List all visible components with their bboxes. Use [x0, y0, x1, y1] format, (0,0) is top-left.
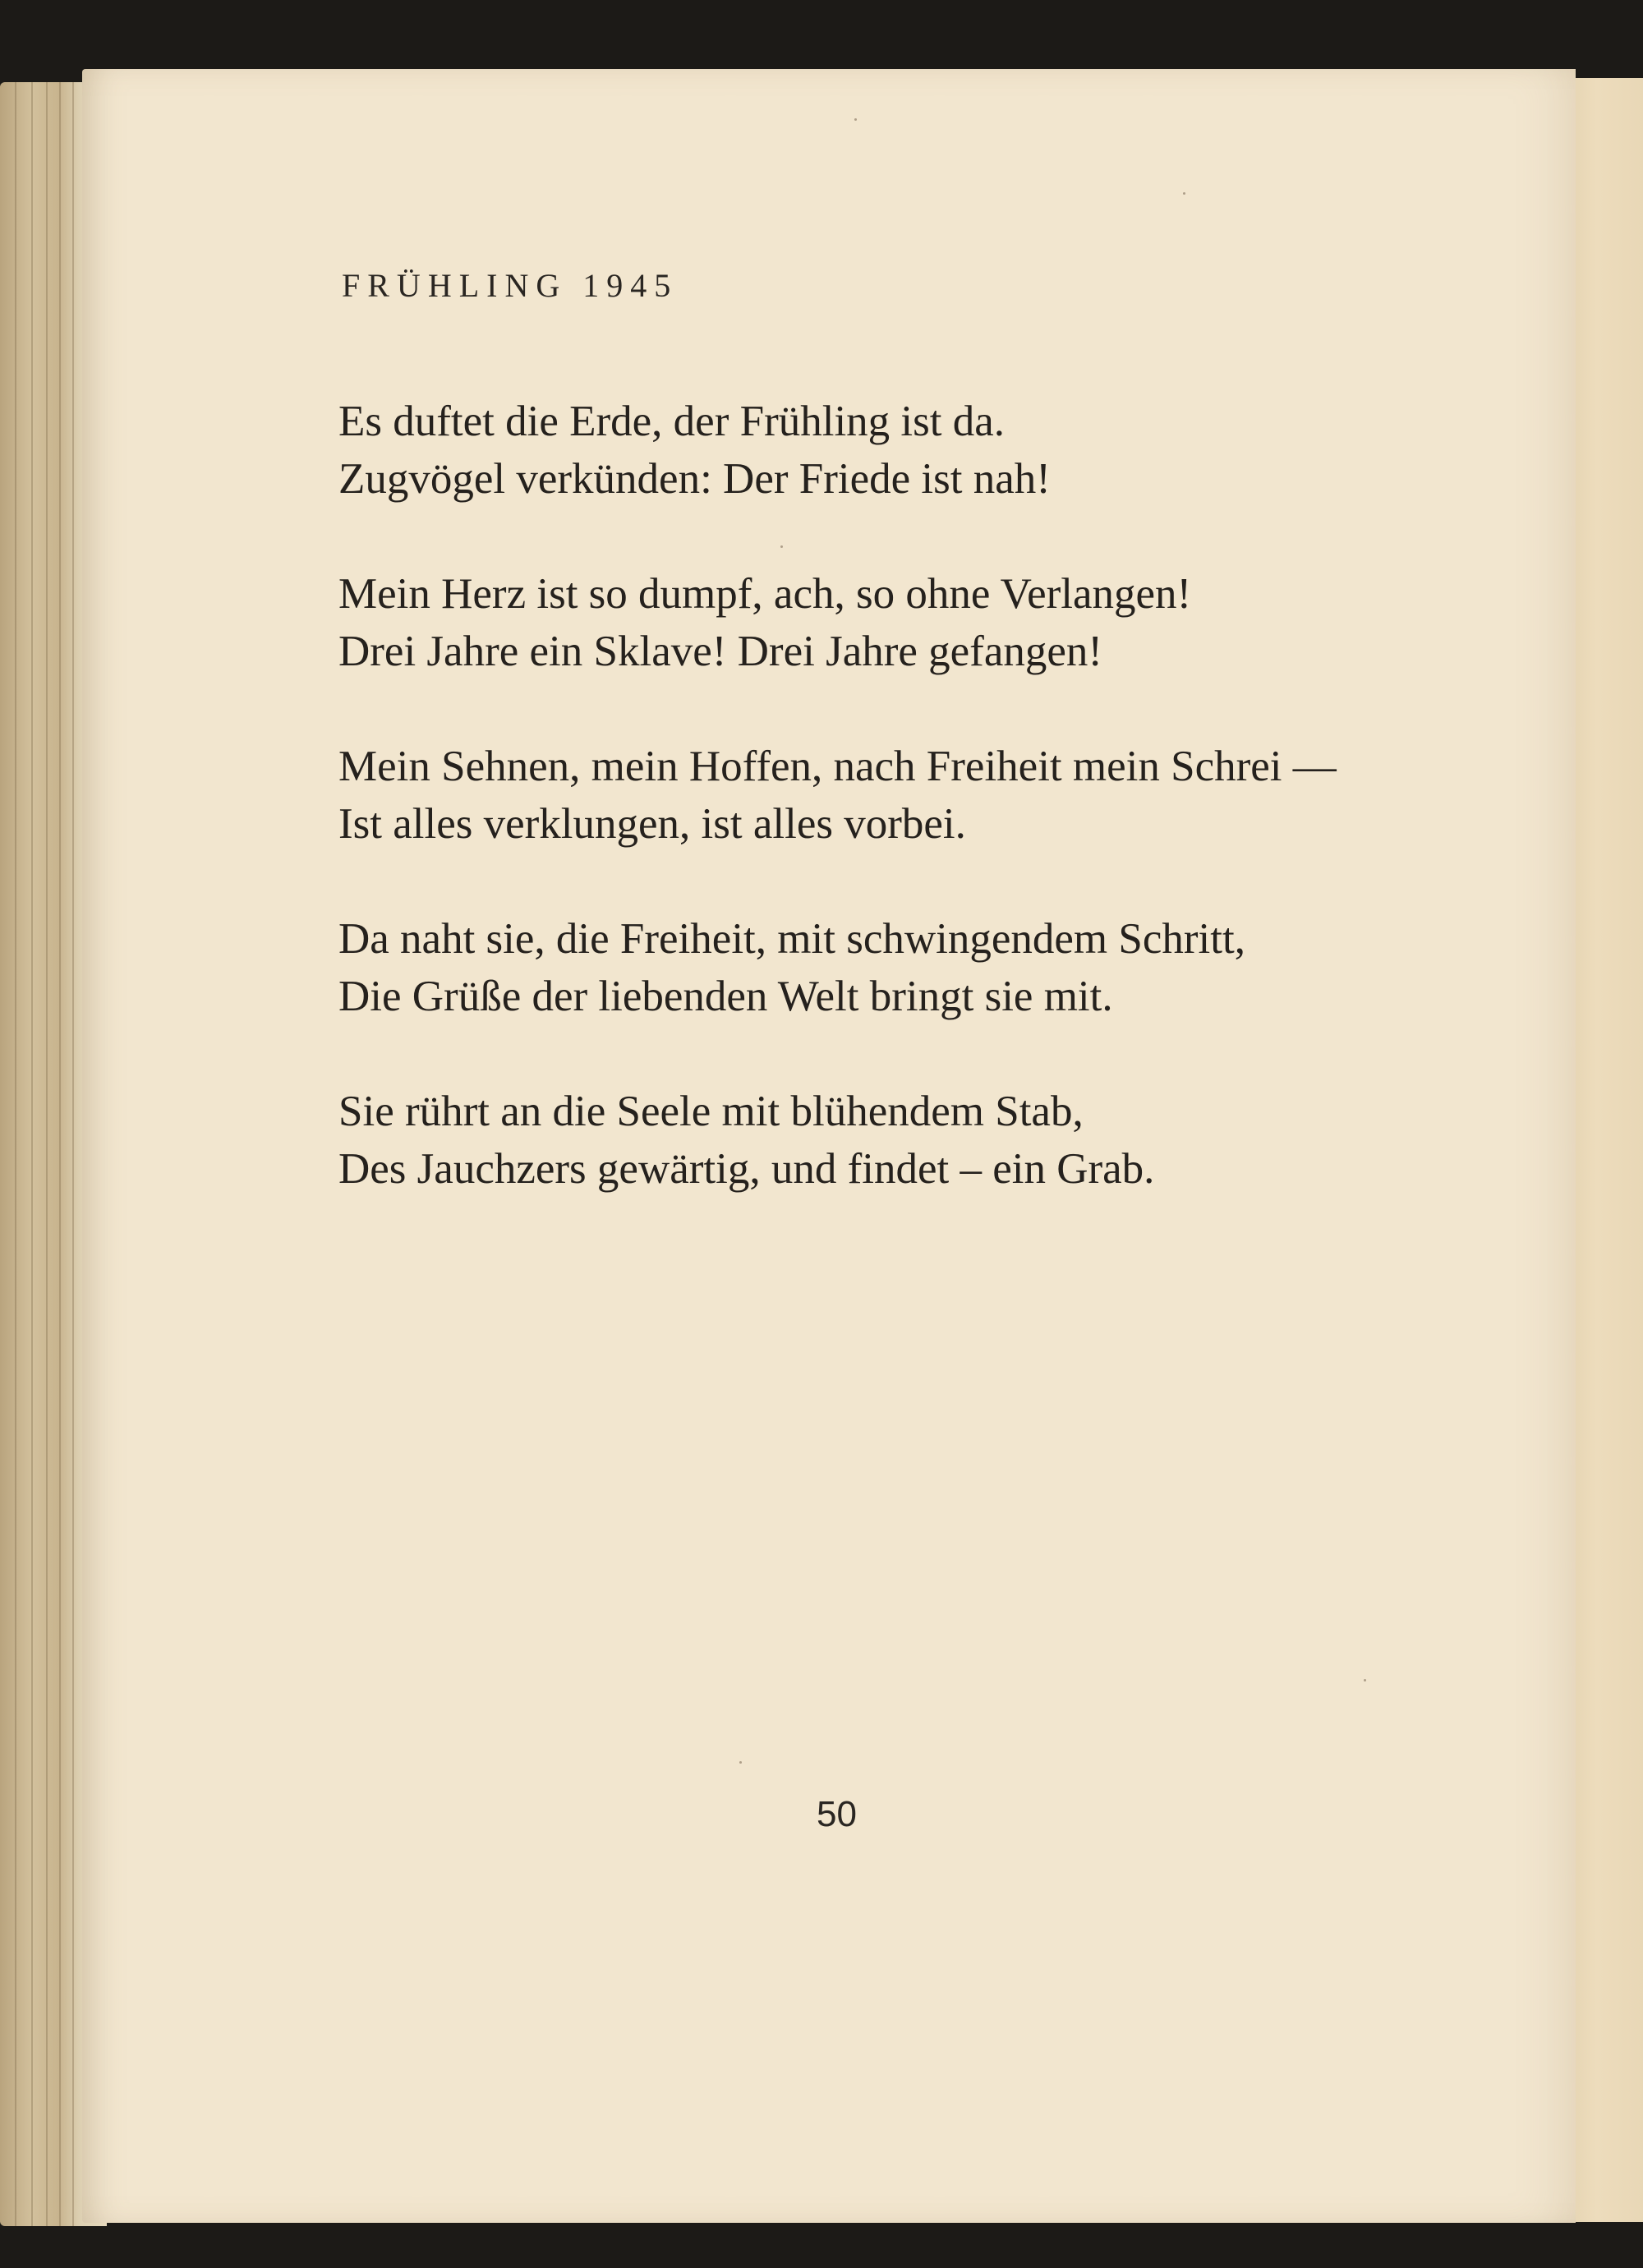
poem-line: Drei Jahre ein Sklave! Drei Jahre gefangen!: [338, 628, 1103, 675]
poem-line: Ist alles verklungen, ist alles vorbei.: [338, 800, 966, 848]
page-number: 50: [817, 1794, 857, 1834]
paper-speck: [854, 118, 857, 121]
page-edge-line: [31, 82, 33, 2226]
page-edge-line: [46, 82, 48, 2226]
poem-body: [338, 393, 1406, 1255]
stanza: [338, 738, 1406, 853]
poem-line: Zugvögel verkünden: Der Friede ist nah!: [338, 455, 1051, 503]
stanza: [338, 393, 1406, 508]
page-edge-line: [59, 82, 61, 2226]
page-edge-line: [72, 82, 74, 2226]
poem-title: FRÜHLING 1945: [342, 267, 679, 304]
stanza: [338, 910, 1406, 1025]
paper-speck: [1183, 192, 1185, 195]
stanza: [338, 565, 1406, 680]
paper-speck: [739, 1761, 742, 1764]
stanza: [338, 1083, 1406, 1198]
poem-line: Sie rührt an die Seele mit blühendem Stab,: [338, 1088, 1084, 1135]
poem-line: Die Grüße der liebenden Welt bringt sie mit.: [338, 973, 1113, 1020]
poem-line: Da naht sie, die Freiheit, mit schwingendem Schritt,: [338, 915, 1245, 963]
poem-line: Mein Herz ist so dumpf, ach, so ohne Verlangen!: [338, 570, 1192, 618]
poem-line: Es duftet die Erde, der Frühling ist da.: [338, 398, 1006, 445]
poem-line: Mein Sehnen, mein Hoffen, nach Freiheit mein Schrei —: [338, 743, 1337, 790]
page-edge-line: [15, 82, 16, 2226]
paper-speck: [1364, 1679, 1366, 1681]
poem-line: Des Jauchzers gewärtig, und findet – ein Grab.: [338, 1145, 1155, 1193]
